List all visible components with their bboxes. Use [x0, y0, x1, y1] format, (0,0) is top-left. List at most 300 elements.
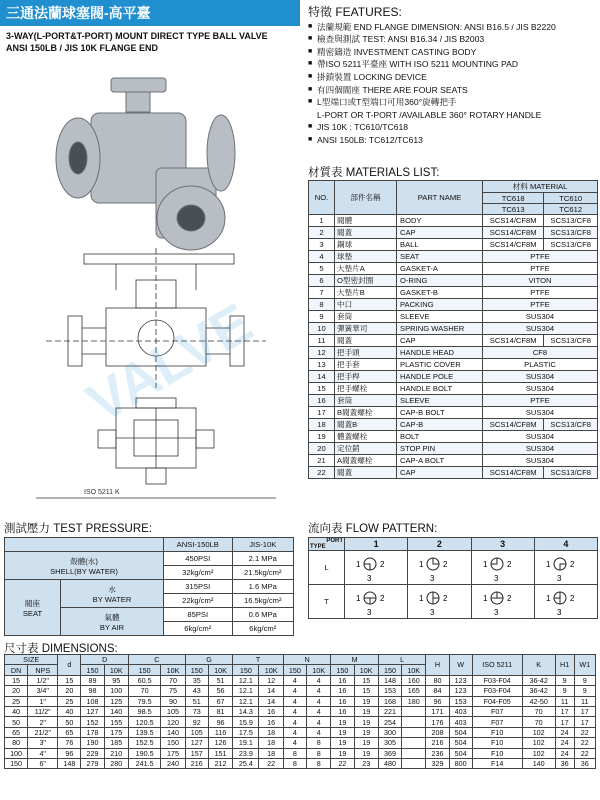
dims-cell: 43 — [185, 686, 208, 696]
dims-cell: 12.1 — [233, 696, 259, 706]
flow-port-number: 1 — [356, 559, 361, 569]
dims-cell: 81 — [208, 706, 232, 716]
table-row — [5, 758, 596, 768]
dims-cell: F10 — [472, 738, 522, 748]
dims-cell: 279 — [81, 758, 104, 768]
mat-material: SUS304 — [483, 383, 598, 395]
flow-type-t: T — [309, 585, 345, 619]
dims-cell: 56 — [208, 686, 232, 696]
dims-cell: 12.1 — [233, 686, 259, 696]
dims-h-10k: 10K — [104, 665, 128, 675]
flow-port-number: 3 — [367, 607, 372, 616]
mat-zh: 閥體 — [335, 215, 397, 227]
dims-cell: 8 — [283, 748, 306, 758]
flow-port-label: PORT — [326, 538, 343, 544]
flow-row-t — [309, 585, 598, 619]
dims-cell: F04-F05 — [472, 696, 522, 706]
dims-cell: 800 — [449, 758, 472, 768]
table-row — [309, 287, 598, 299]
flow-port-number: 2 — [506, 593, 512, 603]
flow-port-number: 3 — [556, 573, 562, 582]
table-row — [309, 335, 598, 347]
mat-material: PTFE — [483, 263, 598, 275]
dims-cell: 175 — [104, 727, 128, 737]
mat-material-2: SCS13/CF8 — [544, 467, 598, 479]
dims-cell: 11/2" — [28, 706, 58, 716]
mat-no: 2 — [309, 227, 335, 239]
dims-cell: 14.3 — [233, 706, 259, 716]
mat-material-1: SCS14/CF8M — [483, 335, 544, 347]
mat-material-1: SCS14/CF8M — [483, 227, 544, 239]
dims-cell: 2" — [28, 717, 58, 727]
table-row — [309, 239, 598, 251]
dims-cell: 40 — [5, 706, 28, 716]
table-row — [309, 251, 598, 263]
dims-cell: 96 — [58, 748, 81, 758]
table-row — [309, 311, 598, 323]
mat-zh: 閥蓋 — [335, 335, 397, 347]
materials-body — [309, 215, 598, 479]
flow-pattern-icon — [546, 552, 586, 582]
dims-cell: 22 — [574, 738, 595, 748]
pressure-shell-en: SHELL(BY WATER) — [50, 566, 118, 576]
dims-cell: 18 — [259, 748, 283, 758]
dims-cell — [402, 748, 426, 758]
mat-header-m2b: TC612 — [544, 204, 598, 215]
mat-material-2: SCS13/CF8 — [544, 227, 598, 239]
table-row — [5, 727, 596, 737]
dims-h-10k: 10K — [307, 665, 331, 675]
dims-h-10k: 10K — [354, 665, 378, 675]
dims-cell: 16 — [331, 696, 354, 706]
pressure-cell: 6kg/cm² — [164, 622, 233, 636]
table-row — [309, 419, 598, 431]
features-list — [308, 21, 598, 147]
dims-cell: F07 — [472, 717, 522, 727]
dims-cell: 116 — [208, 727, 232, 737]
dims-cell: 75 — [161, 686, 185, 696]
mat-material: CF8 — [483, 347, 598, 359]
dims-h-150: 150 — [81, 665, 104, 675]
mat-no: 13 — [309, 359, 335, 371]
mat-material-2: SCS13/CF8 — [544, 239, 598, 251]
feature-item: ■ L型端口或T型端口可用360°旋轉把手 — [308, 96, 598, 109]
dims-cell: 504 — [449, 727, 472, 737]
dims-cell: 36 — [555, 758, 574, 768]
dims-cell — [402, 738, 426, 748]
dims-cell: 8 — [283, 758, 306, 768]
pressure-cell: 6kg/cm² — [232, 622, 293, 636]
mat-material: SUS304 — [483, 407, 598, 419]
table-row — [309, 215, 598, 227]
dims-cell: 254 — [378, 717, 401, 727]
dims-cell: 241.5 — [128, 758, 160, 768]
materials-title: 材質表 MATERIALS LIST: — [308, 167, 440, 179]
dims-cell: 185 — [104, 738, 128, 748]
dims-cell: 40 — [58, 706, 81, 716]
flow-cell — [534, 551, 597, 585]
dims-cell: 16 — [331, 675, 354, 685]
pressure-cell: 0.6 MPa — [232, 608, 293, 622]
flow-cell — [408, 551, 471, 585]
mat-part: PLASTIC COVER — [397, 359, 483, 371]
pressure-air-label — [61, 608, 164, 636]
dims-cell: 190.5 — [128, 748, 160, 758]
flow-cell — [408, 585, 471, 619]
dims-cell: 24 — [555, 748, 574, 758]
mat-no: 10 — [309, 323, 335, 335]
mat-part: BALL — [397, 239, 483, 251]
dims-cell: 1" — [28, 696, 58, 706]
dims-body — [5, 675, 596, 769]
dims-title: 尺寸表 DIMENSIONS: — [4, 643, 118, 655]
table-row — [5, 675, 596, 685]
mat-material-2: SCS13/CF8 — [544, 215, 598, 227]
mat-material: PTFE — [483, 251, 598, 263]
feature-item: ■ JIS 10K : TC610/TC618 — [308, 121, 598, 134]
flow-port-number: 3 — [556, 607, 562, 616]
dims-cell: 210 — [104, 748, 128, 758]
dims-cell: 152 — [81, 717, 104, 727]
table-row — [309, 263, 598, 275]
dims-cell: 17 — [555, 706, 574, 716]
dims-cell: 21/2" — [28, 727, 58, 737]
flow-cell — [534, 585, 597, 619]
dims-cell: 80 — [5, 738, 28, 748]
pressure-h-ansi: ANSI-150LB — [164, 538, 233, 552]
feature-item: ■ 掛鎖裝置 LOCKING DEVICE — [308, 71, 598, 84]
dims-cell: 178 — [81, 727, 104, 737]
flow-port-number: 2 — [443, 559, 448, 569]
mat-material: VITON — [483, 275, 598, 287]
features-title: 特徵 FEATURES: — [308, 5, 402, 19]
dims-cell: 19 — [331, 738, 354, 748]
dims-cell: 89 — [81, 675, 104, 685]
dims-cell: 108 — [81, 696, 104, 706]
mat-part: CAP-B BOLT — [397, 407, 483, 419]
dims-cell: 148 — [58, 758, 81, 768]
dims-cell: 79.5 — [128, 696, 160, 706]
table-row — [309, 359, 598, 371]
dims-cell: F14 — [472, 758, 522, 768]
pressure-h-jis: JIS-10K — [232, 538, 293, 552]
dims-cell: 139.5 — [128, 727, 160, 737]
dims-cell: 127 — [81, 706, 104, 716]
pressure-seat-en: SEAT — [22, 608, 43, 618]
dims-cell: 150 — [5, 758, 28, 768]
flow-pattern-icon — [483, 552, 523, 582]
subtitle-line-2: ANSI 150LB / JIS 10K FLANGE END — [6, 43, 159, 53]
mat-no: 22 — [309, 467, 335, 479]
mat-material-1: SCS14/CF8M — [483, 215, 544, 227]
dims-cell — [402, 706, 426, 716]
flow-pattern-icon — [483, 586, 523, 616]
mat-zh: 套筒 — [335, 395, 397, 407]
dims-cell: 19 — [354, 727, 378, 737]
mat-no: 1 — [309, 215, 335, 227]
flow-port-header: 2 — [408, 538, 471, 551]
watermark: VALVE — [76, 290, 263, 435]
dims-cell: 17.5 — [233, 727, 259, 737]
mat-part: BODY — [397, 215, 483, 227]
dims-cell: 8 — [307, 748, 331, 758]
valve-photo — [56, 78, 235, 250]
dims-cell: 4 — [307, 717, 331, 727]
mat-part: STOP PIN — [397, 443, 483, 455]
dims-cell: 1/2" — [28, 675, 58, 685]
dims-cell: 153 — [378, 686, 401, 696]
dims-cell: 76 — [58, 738, 81, 748]
dims-h-iso: ISO 5211 — [472, 655, 522, 676]
table-row — [309, 407, 598, 419]
dims-cell — [402, 727, 426, 737]
pressure-cell: 85PSI — [164, 608, 233, 622]
flow-port-number: 2 — [569, 559, 575, 569]
dims-cell: 4 — [283, 706, 306, 716]
dims-cell: 120.5 — [128, 717, 160, 727]
dims-cell: 22 — [259, 758, 283, 768]
dims-cell: 140 — [104, 706, 128, 716]
pressure-shell-zh: 殼體(水) — [70, 556, 98, 566]
dims-cell: 23 — [354, 758, 378, 768]
mat-zh: 把手頭 — [335, 347, 397, 359]
mat-header-m2a: TC610 — [544, 193, 598, 204]
dims-cell: 19 — [354, 696, 378, 706]
mat-no: 7 — [309, 287, 335, 299]
table-row — [5, 696, 596, 706]
dims-cell: 165 — [402, 686, 426, 696]
iso-label: ISO 5211 K — [84, 489, 120, 496]
mat-material-1: SCS14/CF8M — [483, 467, 544, 479]
pressure-shell-label — [5, 552, 164, 580]
mat-zh: 球墊 — [335, 251, 397, 263]
dims-cell: 50 — [58, 717, 81, 727]
dims-cell: 4 — [283, 675, 306, 685]
dims-cell: 9 — [555, 675, 574, 685]
flow-port-number: 2 — [380, 559, 385, 569]
dims-cell: 11 — [555, 696, 574, 706]
dims-cell: 168 — [378, 696, 401, 706]
dims-h-150: 150 — [378, 665, 401, 675]
dims-cell: 403 — [449, 706, 472, 716]
dims-cell: 280 — [104, 758, 128, 768]
dims-cell: 8 — [307, 738, 331, 748]
materials-table — [308, 180, 598, 479]
dims-cell: 4 — [307, 675, 331, 685]
dims-cell: 4 — [307, 727, 331, 737]
dims-cell: 4 — [283, 717, 306, 727]
mat-zh: 把手套 — [335, 359, 397, 371]
pressure-air-en: BY AIR — [99, 622, 125, 632]
dims-cell: 22 — [574, 727, 595, 737]
mat-no: 6 — [309, 275, 335, 287]
dims-cell: 25.4 — [233, 758, 259, 768]
features-section — [308, 6, 598, 147]
dims-cell: 4" — [28, 748, 58, 758]
dims-cell: 20 — [58, 686, 81, 696]
dims-h-N: N — [283, 655, 331, 665]
dims-cell: 300 — [378, 727, 401, 737]
dims-cell: 9 — [574, 675, 595, 685]
dims-cell: 102 — [522, 727, 555, 737]
dims-h-C: C — [128, 655, 185, 665]
dims-cell: 180 — [402, 696, 426, 706]
mat-no: 17 — [309, 407, 335, 419]
flow-port-number: 2 — [443, 593, 448, 603]
mat-no: 19 — [309, 431, 335, 443]
dims-cell: 19 — [354, 748, 378, 758]
dims-cell — [402, 758, 426, 768]
pressure-seat-label — [5, 580, 61, 636]
dims-cell: 51 — [208, 675, 232, 685]
dims-h-H1: H1 — [555, 655, 574, 676]
dims-cell: 9 — [555, 686, 574, 696]
flow-cell — [345, 585, 408, 619]
feature-item: ■ 有四個閥座 THERE ARE FOUR SEATS — [308, 84, 598, 97]
dims-cell: F03-F04 — [472, 686, 522, 696]
mat-part: CAP — [397, 467, 483, 479]
mat-part: HANDLE POLE — [397, 371, 483, 383]
mat-header-zh: 部件名稱 — [335, 181, 397, 215]
mat-part: CAP-A BOLT — [397, 455, 483, 467]
mat-material: PLASTIC — [483, 359, 598, 371]
feature-item: L-PORT OR T-PORT /AVAILABLE 360° ROTARY HANDLE — [317, 109, 542, 120]
flow-port-header: 3 — [471, 538, 534, 551]
dims-cell: 329 — [426, 758, 449, 768]
table-row — [5, 738, 596, 748]
dims-h-150: 150 — [233, 665, 259, 675]
table-row — [309, 455, 598, 467]
dims-cell: 150 — [161, 738, 185, 748]
dims-cell: 96 — [426, 696, 449, 706]
table-row — [5, 717, 596, 727]
mat-no: 20 — [309, 443, 335, 455]
dims-cell: 67 — [208, 696, 232, 706]
dims-cell: 176 — [426, 717, 449, 727]
mat-zh: 大墊片B — [335, 287, 397, 299]
dims-table — [4, 654, 596, 769]
table-row — [309, 395, 598, 407]
flow-port-number: 1 — [356, 593, 361, 603]
dims-cell: 15 — [354, 675, 378, 685]
flow-type-l: L — [309, 551, 345, 585]
dims-cell: 24 — [555, 738, 574, 748]
dims-cell: F10 — [472, 727, 522, 737]
mat-part: HANDLE HEAD — [397, 347, 483, 359]
mat-zh: 閥蓋B — [335, 419, 397, 431]
dims-h-L: L — [378, 655, 426, 665]
dims-cell: 19 — [331, 727, 354, 737]
dims-cell: 126 — [208, 738, 232, 748]
dims-h-dn: DN — [5, 665, 28, 675]
flow-port-number: 1 — [545, 593, 551, 603]
dims-cell: 127 — [185, 738, 208, 748]
mat-header-part: PART NAME — [397, 181, 483, 215]
dims-h-10k: 10K — [259, 665, 283, 675]
dims-cell: 50 — [5, 717, 28, 727]
flow-port-number: 3 — [430, 607, 435, 616]
dims-cell: 151 — [208, 748, 232, 758]
table-row — [309, 467, 598, 479]
dims-cell: 175 — [161, 748, 185, 758]
dims-h-D: D — [81, 655, 129, 665]
mat-no: 21 — [309, 455, 335, 467]
dims-h-150: 150 — [331, 665, 354, 675]
dims-cell: 4 — [283, 738, 306, 748]
dims-cell: 12 — [259, 675, 283, 685]
valve-drawing — [6, 58, 296, 528]
dims-cell: 153 — [449, 696, 472, 706]
feature-item: ■ ANSI 150LB: TC612/TC613 — [308, 134, 598, 147]
dims-h-10k: 10K — [161, 665, 185, 675]
dims-cell: F07 — [472, 706, 522, 716]
dims-h-K: K — [522, 655, 555, 676]
mat-zh: 把手螺栓 — [335, 383, 397, 395]
table-row — [309, 347, 598, 359]
flow-port-number: 1 — [482, 593, 488, 603]
dims-cell: 123 — [449, 675, 472, 685]
flow-row-l — [309, 551, 598, 585]
dims-h-size: SIZE — [5, 655, 58, 665]
dims-cell: 140 — [522, 758, 555, 768]
dims-cell: 80 — [426, 675, 449, 685]
pressure-title: 測試壓力 TEST PRESSURE: — [4, 523, 153, 535]
dims-cell: 105 — [161, 706, 185, 716]
mat-part: SEAT — [397, 251, 483, 263]
mat-zh: 閥蓋 — [335, 227, 397, 239]
table-row — [309, 431, 598, 443]
mat-zh: B閥蓋螺栓 — [335, 407, 397, 419]
table-row — [309, 323, 598, 335]
pressure-table — [4, 537, 294, 636]
dims-cell: 102 — [522, 738, 555, 748]
mat-zh: 大墊片A — [335, 263, 397, 275]
mat-part: SLEEVE — [397, 311, 483, 323]
mat-no: 4 — [309, 251, 335, 263]
pressure-air-zh: 氣體 — [104, 612, 120, 622]
mat-material: PTFE — [483, 395, 598, 407]
dims-h-10k: 10K — [208, 665, 232, 675]
mat-material: SUS304 — [483, 371, 598, 383]
pressure-cell: 22kg/cm² — [164, 594, 233, 608]
dims-cell: 25 — [5, 696, 28, 706]
dims-h-nps: NPS — [28, 665, 58, 675]
pressure-cell: 2.1 MPa — [232, 552, 293, 566]
dims-cell: 120 — [161, 717, 185, 727]
dims-cell: 92 — [185, 717, 208, 727]
flow-port-number: 3 — [430, 573, 435, 582]
flow-port-number: 3 — [493, 607, 499, 616]
dims-cell: 216 — [426, 738, 449, 748]
dims-cell: 23.9 — [233, 748, 259, 758]
flow-table — [308, 537, 598, 619]
table-row — [309, 275, 598, 287]
mat-material: PTFE — [483, 287, 598, 299]
mat-zh: 套筒 — [335, 311, 397, 323]
dims-cell: 15.9 — [233, 717, 259, 727]
dims-cell: 16 — [259, 717, 283, 727]
table-row — [5, 686, 596, 696]
flow-cell — [345, 551, 408, 585]
dims-cell: 4 — [307, 696, 331, 706]
dims-cell: 123 — [449, 686, 472, 696]
dims-cell: 14 — [259, 696, 283, 706]
dims-cell: 140 — [161, 727, 185, 737]
dims-cell: 236 — [426, 748, 449, 758]
dims-cell: 100 — [5, 748, 28, 758]
mat-zh: O型密封圈 — [335, 275, 397, 287]
pressure-cell: 21.5kg/cm² — [232, 566, 293, 580]
